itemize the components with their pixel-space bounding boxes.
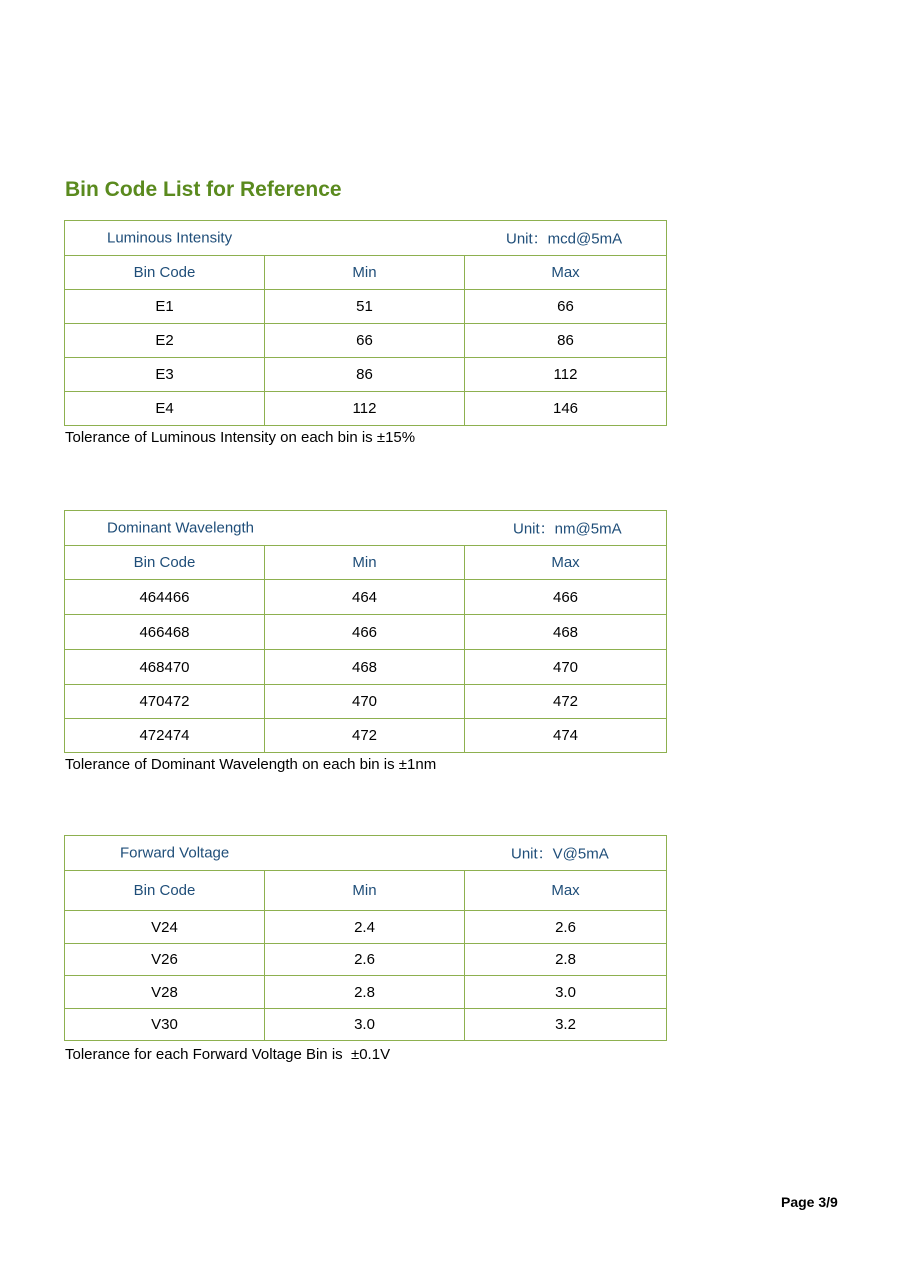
table-name: Luminous Intensity — [107, 229, 233, 247]
tolerance-note: Tolerance of Dominant Wavelength on each bin is ±1nm — [65, 756, 437, 773]
column-header-bin-code: Bin Code — [65, 256, 265, 290]
bin-code-cell: 468470 — [65, 650, 265, 685]
column-header-min: Min — [265, 871, 465, 911]
bin-code-cell: 464466 — [65, 580, 265, 615]
min-cell: 2.8 — [265, 976, 465, 1009]
min-cell: 468 — [265, 650, 465, 685]
max-cell: 3.2 — [465, 1009, 667, 1041]
table-name: Dominant Wavelength — [107, 519, 255, 537]
bin-code-cell: E4 — [65, 392, 265, 426]
bin-code-cell: V28 — [65, 976, 265, 1009]
max-cell: 470 — [465, 650, 667, 685]
table-row — [65, 358, 667, 392]
min-cell: 470 — [265, 685, 465, 719]
dominant-wavelength-table — [64, 510, 667, 753]
table-caption — [65, 221, 667, 256]
tolerance-note: Tolerance for each Forward Voltage Bin is ±0.1V — [65, 1046, 391, 1063]
column-header-bin-code: Bin Code — [65, 546, 265, 580]
table-unit: Unit：nm@5mA — [513, 520, 622, 538]
max-cell: 146 — [465, 392, 667, 426]
table-unit: Unit：V@5mA — [511, 845, 609, 863]
bin-code-cell: 470472 — [65, 685, 265, 719]
min-cell: 2.4 — [265, 911, 465, 944]
max-cell: 66 — [465, 290, 667, 324]
table-row — [65, 911, 667, 944]
max-cell: 2.8 — [465, 944, 667, 976]
column-header-max: Max — [465, 546, 667, 580]
min-cell: 2.6 — [265, 944, 465, 976]
min-cell: 66 — [265, 324, 465, 358]
min-cell: 3.0 — [265, 1009, 465, 1041]
max-cell: 2.6 — [465, 911, 667, 944]
table-row — [65, 1009, 667, 1041]
luminous-intensity-table — [64, 220, 667, 426]
min-cell: 466 — [265, 615, 465, 650]
table-row — [65, 650, 667, 685]
table-row — [65, 324, 667, 358]
table-row — [65, 290, 667, 324]
table-row — [65, 615, 667, 650]
forward-voltage-table — [64, 835, 667, 1041]
table-caption — [65, 511, 667, 546]
column-header-max: Max — [465, 871, 667, 911]
bin-code-cell: 466468 — [65, 615, 265, 650]
table-row — [65, 580, 667, 615]
max-cell: 3.0 — [465, 976, 667, 1009]
column-header-min: Min — [265, 546, 465, 580]
table-row — [65, 392, 667, 426]
table-caption — [65, 836, 667, 871]
column-header-max: Max — [465, 256, 667, 290]
bin-code-cell: V26 — [65, 944, 265, 976]
column-header-bin-code: Bin Code — [65, 871, 265, 911]
max-cell: 472 — [465, 685, 667, 719]
table-unit: Unit：mcd@5mA — [506, 230, 623, 248]
tolerance-note: Tolerance of Luminous Intensity on each bin is ±15% — [65, 429, 416, 446]
table-row — [65, 976, 667, 1009]
column-header-min: Min — [265, 256, 465, 290]
table-row — [65, 944, 667, 976]
max-cell: 474 — [465, 719, 667, 753]
max-cell: 86 — [465, 324, 667, 358]
table-row — [65, 685, 667, 719]
bin-code-cell: V30 — [65, 1009, 265, 1041]
page-title: Bin Code List for Reference — [65, 178, 342, 201]
bin-code-cell: E1 — [65, 290, 265, 324]
min-cell: 472 — [265, 719, 465, 753]
min-cell: 51 — [265, 290, 465, 324]
page-number: Page 3/9 — [781, 1194, 838, 1210]
table-row — [65, 719, 667, 753]
bin-code-cell: E3 — [65, 358, 265, 392]
bin-code-cell: E2 — [65, 324, 265, 358]
min-cell: 86 — [265, 358, 465, 392]
min-cell: 112 — [265, 392, 465, 426]
bin-code-cell: 472474 — [65, 719, 265, 753]
table-name: Forward Voltage — [120, 844, 230, 862]
bin-code-cell: V24 — [65, 911, 265, 944]
max-cell: 112 — [465, 358, 667, 392]
min-cell: 464 — [265, 580, 465, 615]
max-cell: 466 — [465, 580, 667, 615]
max-cell: 468 — [465, 615, 667, 650]
